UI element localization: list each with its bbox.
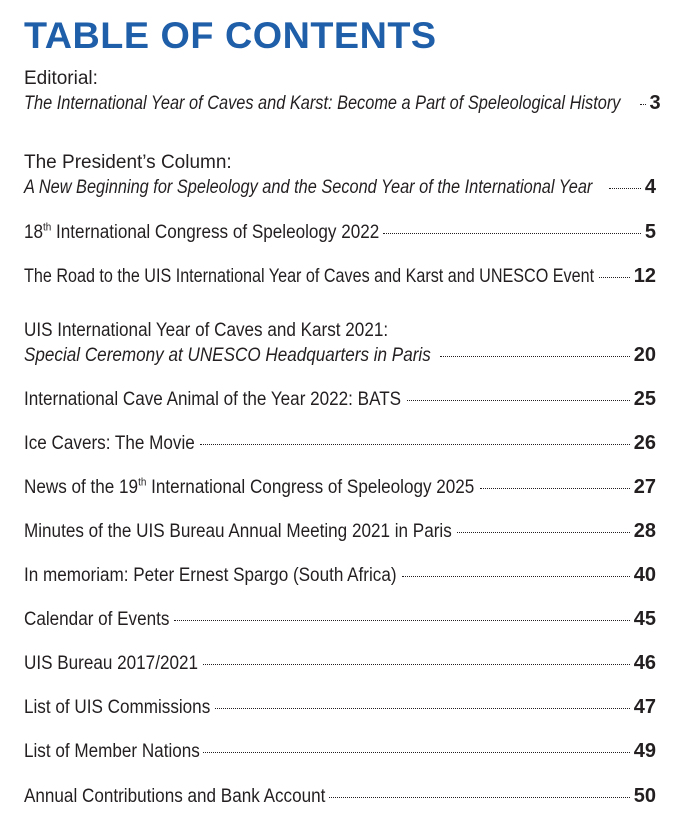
toc-entry-road-to-iyck[interactable] bbox=[24, 264, 656, 289]
dot-leader bbox=[457, 532, 629, 533]
toc-entry-title: Calendar of Events bbox=[24, 609, 170, 630]
toc-page-number: 49 bbox=[633, 740, 656, 762]
page-title: TABLE OF CONTENTS bbox=[24, 15, 437, 56]
dot-leader bbox=[215, 708, 630, 709]
toc-entry-title: List of UIS Commissions bbox=[24, 697, 211, 718]
toc-entry-title: Annual Contributions and Bank Account bbox=[24, 786, 326, 807]
dot-leader bbox=[609, 188, 641, 189]
toc-entry-cave-animal[interactable] bbox=[24, 387, 656, 412]
toc-entry-congress-2025[interactable] bbox=[24, 475, 656, 500]
toc-page-number: 47 bbox=[633, 696, 656, 718]
toc-entry-title: Special Ceremony at UNESCO Headquarters in Paris bbox=[24, 345, 431, 366]
dot-leader bbox=[599, 277, 630, 278]
dot-leader bbox=[203, 752, 629, 753]
toc-entry-bureau-minutes[interactable] bbox=[24, 519, 656, 544]
toc-page-number: 3 bbox=[649, 92, 661, 114]
toc-page-number: 4 bbox=[644, 176, 656, 198]
toc-page-number: 45 bbox=[633, 608, 656, 630]
toc-entry-title: Ice Cavers: The Movie bbox=[24, 433, 195, 454]
toc-page-number: 46 bbox=[633, 652, 656, 674]
ordinal-suffix: th bbox=[43, 221, 52, 234]
dot-leader bbox=[407, 400, 630, 401]
toc-entry-unesco-ceremony[interactable] bbox=[24, 318, 656, 368]
toc-page bbox=[24, 14, 656, 58]
toc-entry-title: Minutes of the UIS Bureau Annual Meeting 2021 in Paris bbox=[24, 521, 452, 542]
toc-page-number: 12 bbox=[633, 265, 656, 287]
toc-entry-title: List of Member Nations bbox=[24, 741, 200, 762]
toc-entry-annual-contributions[interactable] bbox=[24, 784, 656, 809]
toc-entry-title: International Cave Animal of the Year 2022: BATS bbox=[24, 389, 402, 410]
toc-section-label: UIS International Year of Caves and Karst 2021: bbox=[24, 320, 389, 341]
toc-entry-presidents-column[interactable] bbox=[24, 150, 656, 200]
toc-entry-congress-2022[interactable] bbox=[24, 220, 656, 245]
toc-entry-editorial[interactable] bbox=[24, 66, 661, 116]
dot-leader bbox=[329, 797, 630, 798]
toc-entry-title: In memoriam: Peter Ernest Spargo (South Africa) bbox=[24, 565, 397, 586]
toc-entry-title: A New Beginning for Speleology and the Second Year of the International Year bbox=[24, 177, 593, 198]
toc-entry-title-number: 18 bbox=[24, 222, 44, 243]
toc-page-number: 40 bbox=[633, 564, 656, 586]
toc-entry-title-rest: International Congress of Speleology 2025 bbox=[146, 477, 475, 498]
ordinal-suffix: th bbox=[138, 476, 147, 489]
toc-entry-commissions[interactable] bbox=[24, 695, 656, 720]
toc-page-number: 27 bbox=[633, 476, 656, 498]
toc-entry-member-nations[interactable] bbox=[24, 739, 656, 764]
dot-leader bbox=[402, 576, 630, 577]
dot-leader bbox=[203, 664, 629, 665]
toc-entry-title: News of the 19 bbox=[24, 477, 139, 498]
toc-entry-title: The International Year of Caves and Karst: Become a Part of Speleological History bbox=[24, 93, 621, 114]
toc-page-number: 25 bbox=[633, 388, 656, 410]
toc-section-label: The President’s Column: bbox=[24, 152, 232, 173]
toc-page-number: 50 bbox=[633, 785, 656, 807]
toc-page-number: 26 bbox=[633, 432, 656, 454]
toc-entry-calendar[interactable] bbox=[24, 607, 656, 632]
toc-entry-ice-cavers[interactable] bbox=[24, 431, 656, 456]
toc-entry-in-memoriam[interactable] bbox=[24, 563, 656, 588]
toc-entry-title: The Road to the UIS International Year of Caves and Karst and UNESCO Event bbox=[24, 266, 595, 287]
dot-leader bbox=[200, 444, 630, 445]
dot-leader bbox=[174, 620, 630, 621]
dot-leader bbox=[640, 104, 646, 105]
toc-section-label: Editorial: bbox=[24, 68, 98, 89]
toc-entry-uis-bureau[interactable] bbox=[24, 651, 656, 676]
dot-leader bbox=[383, 233, 641, 234]
toc-entry-title: UIS Bureau 2017/2021 bbox=[24, 653, 198, 674]
toc-entry-title: International Congress of Speleology 2022 bbox=[51, 222, 380, 243]
toc-page-number: 5 bbox=[644, 221, 656, 243]
toc-page-number: 20 bbox=[633, 344, 656, 366]
dot-leader bbox=[440, 356, 630, 357]
dot-leader bbox=[480, 488, 629, 489]
toc-page-number: 28 bbox=[633, 520, 656, 542]
